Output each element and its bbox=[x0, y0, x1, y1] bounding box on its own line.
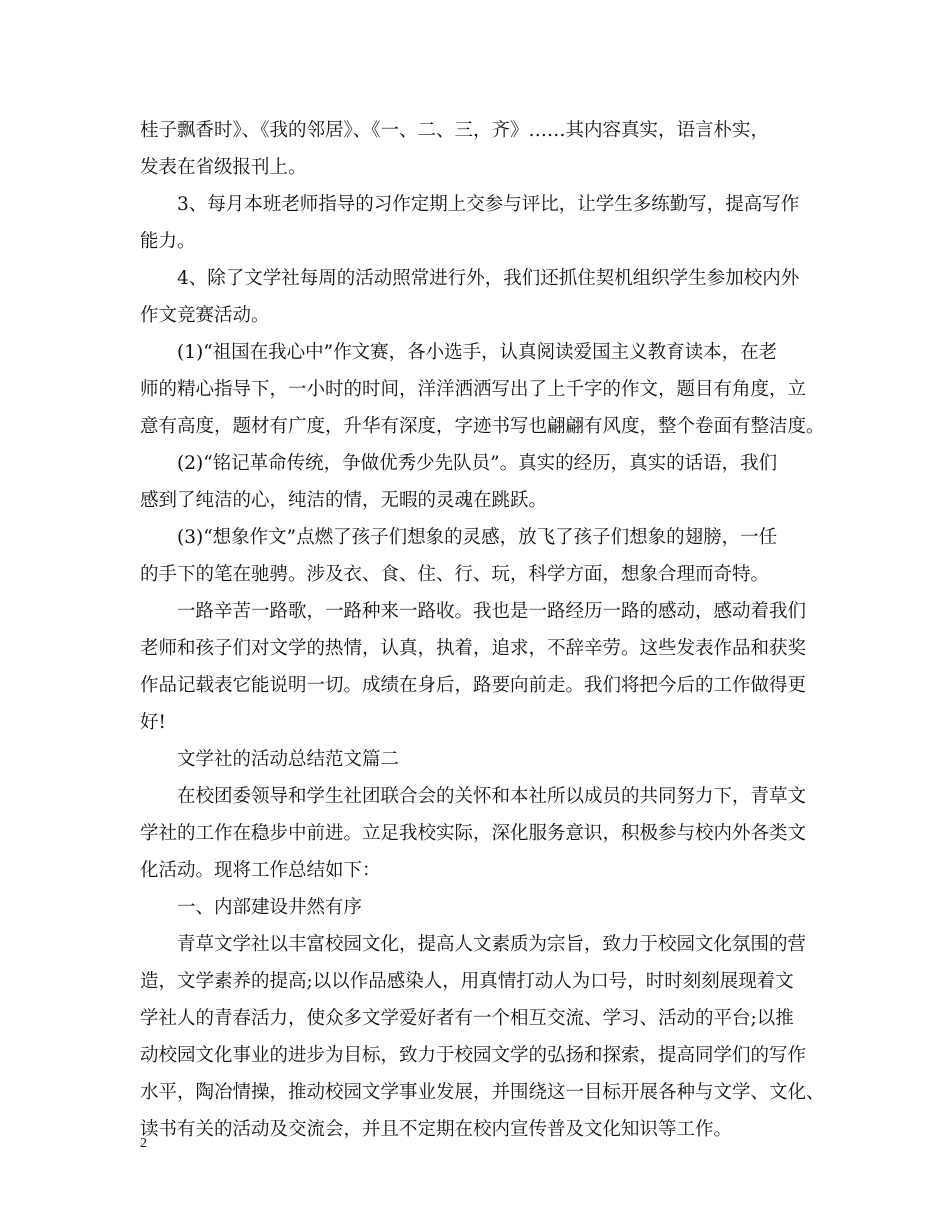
page-number: 2 bbox=[140, 1136, 147, 1151]
text-line: 动校园文化事业的进步为目标，致力于校园文学的弘扬和探索，提高同学们的写作 bbox=[140, 1045, 807, 1066]
text-line: 师的精心指导下，一小时的时间，洋洋洒洒写出了上千字的作文，题目有角度，立 bbox=[140, 379, 807, 400]
subsection-heading: 一、内部建设井然有序 bbox=[177, 897, 363, 918]
text-line: 水平，陶冶情操，推动校园文学事业发展，并围绕这一目标开展各种与文学、文化、 bbox=[140, 1082, 825, 1103]
text-line: (1)“祖国在我心中”作文赛，各小选手，认真阅读爱国主义教育读本，在老 bbox=[177, 342, 778, 363]
text-line: 的手下的笔在驰骋。涉及衣、食、住、行、玩，科学方面，想象合理而奇特。 bbox=[140, 564, 770, 585]
text-line: 好! bbox=[140, 712, 166, 733]
text-line: 发表在省级报刊上。 bbox=[140, 157, 307, 178]
text-line: 意有高度，题材有广度，升华有深度，字迹书写也翩翩有风度，整个卷面有整洁度。 bbox=[140, 416, 825, 437]
document-body bbox=[140, 112, 830, 1148]
text-line: 老师和孩子们对文学的热情，认真，执着，追求，不辞辛劳。这些发表作品和获奖 bbox=[140, 638, 807, 659]
section-heading: 文学社的活动总结范文篇二 bbox=[177, 749, 400, 770]
text-line: 能力。 bbox=[140, 231, 196, 252]
text-line: 作品记载表它能说明一切。成绩在身后，路要向前走。我们将把今后的工作做得更 bbox=[140, 675, 807, 696]
text-line: 作文竞赛活动。 bbox=[140, 305, 270, 326]
text-line: (3)“想象作文”点燃了孩子们想象的灵感，放飞了孩子们想象的翅膀，一任 bbox=[177, 527, 778, 548]
text-line: 4、除了文学社每周的活动照常进行外，我们还抓住契机组织学生参加校内外 bbox=[177, 268, 800, 289]
text-line: 青草文学社以丰富校园文化，提高人文素质为宗旨，致力于校园文化氛围的营 bbox=[177, 934, 807, 955]
text-line: 学社的工作在稳步中前进。立足我校实际，深化服务意识，积极参与校内外各类文 bbox=[140, 823, 807, 844]
text-line: 学社人的青春活力，使众多文学爱好者有一个相互交流、学习、活动的平台;以推 bbox=[140, 1008, 794, 1029]
text-line: 一路辛苦一路歌，一路种来一路收。我也是一路经历一路的感动，感动着我们 bbox=[177, 601, 807, 622]
text-line: 读书有关的活动及交流会，并且不定期在校内宣传普及文化知识等工作。 bbox=[140, 1119, 733, 1140]
text-line: 感到了纯洁的心，纯洁的情，无暇的灵魂在跳跃。 bbox=[140, 490, 548, 511]
text-line: 3、每月本班老师指导的习作定期上交参与评比，让学生多练勤写，提高写作 bbox=[177, 194, 800, 215]
text-line: 造，文学素养的提高;以以作品感染人，用真情打动人为口号，时时刻刻展现着文 bbox=[140, 971, 794, 992]
text-line: 桂子飘香时》、《我的邻居》、《一、二、三，齐》……其内容真实，语言朴实， bbox=[140, 120, 770, 141]
text-line: 化活动。现将工作总结如下： bbox=[140, 860, 381, 881]
text-line: (2)“铭记革命传统，争做优秀少先队员”。真实的经历，真实的话语，我们 bbox=[177, 453, 778, 474]
text-line: 在校团委领导和学生社团联合会的关怀和本社所以成员的共同努力下，青草文 bbox=[177, 786, 807, 807]
